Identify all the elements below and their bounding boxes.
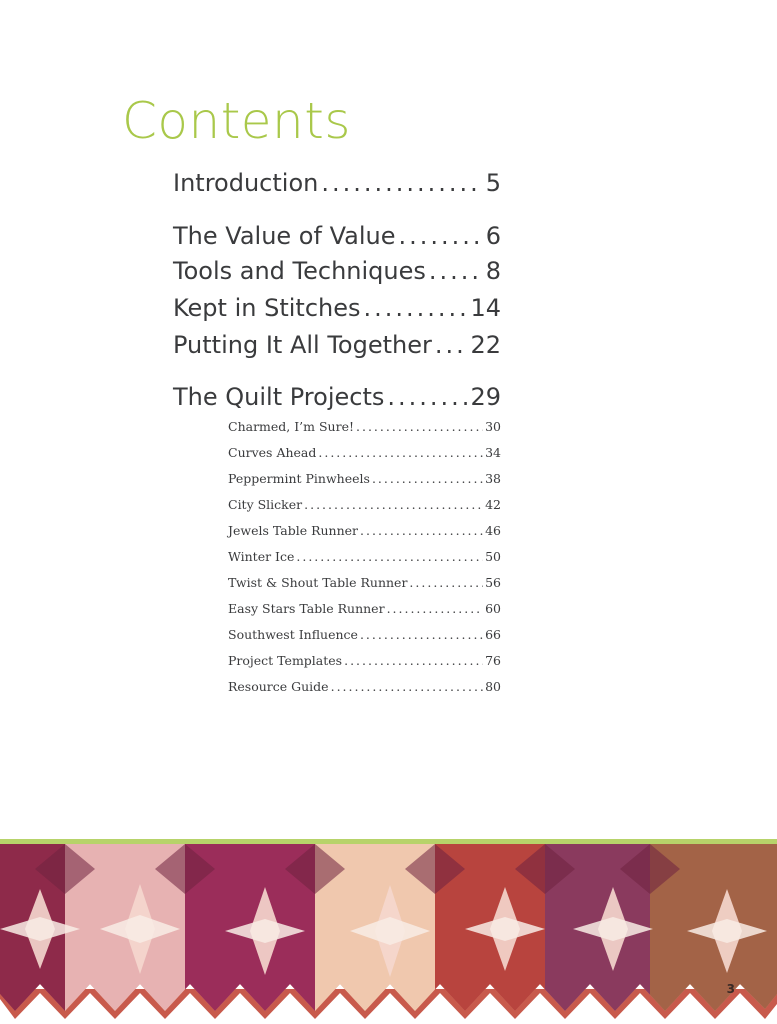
toc-leader-dots [318,447,483,460]
toc-subentry[interactable] [228,603,501,616]
toc-subentry-title: Southwest Influence [228,627,358,642]
toc-leader-dots [344,655,483,668]
toc-leader-dots [372,473,483,486]
toc-entry-kept-in-stitches[interactable] [173,296,501,320]
toc-subentry-title: Peppermint Pinwheels [228,471,370,486]
toc-subentry-title: Resource Guide [228,679,329,694]
toc-subentry-page: 60 [485,601,501,616]
toc-entry-page: 29 [470,383,501,411]
toc-subentry-title: Curves Ahead [228,445,317,460]
toc-subentry-title: Winter Ice [228,549,295,564]
toc-entry-title: Tools and Techniques [173,257,426,285]
toc-entry-value-of-value[interactable] [173,224,501,248]
toc-subentry-title: City Slicker [228,497,303,512]
toc-subentry-page: 46 [485,523,501,538]
toc-subentry-title: Project Templates [228,653,343,668]
toc-leader-dots [429,259,483,283]
toc-leader-dots [360,629,483,642]
toc-subentry-page: 30 [485,419,501,434]
toc-leader-dots [387,603,484,616]
toc-entry-quilt-projects[interactable] [173,385,501,409]
page-title: Contents [122,92,351,150]
toc-entry-tools-techniques[interactable] [173,259,501,283]
toc-leader-dots [364,296,468,320]
green-top-border [0,839,777,844]
toc-leader-dots [409,577,483,590]
toc-leader-dots [356,421,483,434]
toc-leader-dots [360,525,483,538]
toc-leader-dots [387,385,467,409]
toc-subentry[interactable] [228,499,501,512]
toc-subentry-title: Easy Stars Table Runner [228,601,385,616]
quilt-pattern [0,844,777,1014]
toc-entry-title: Introduction [173,169,319,197]
toc-subentry-page: 80 [485,679,501,694]
toc-entry-title: Putting It All Together [173,331,432,359]
toc-subentry[interactable] [228,525,501,538]
toc-entry-title: The Quilt Projects [173,383,385,411]
toc-entry-page: 6 [485,222,501,250]
toc-subentry[interactable] [228,551,501,564]
toc-entry-title: Kept in Stitches [173,294,361,322]
toc-entry-page: 14 [470,294,501,322]
toc-entry-page: 8 [485,257,501,285]
toc-subentry-page: 76 [485,653,501,668]
page-number: 3 [726,982,735,996]
toc-subentry-page: 34 [485,445,501,460]
toc-entry-title: The Value of Value [173,222,396,250]
toc-leader-dots [296,551,483,564]
toc-subentry[interactable] [228,473,501,486]
toc-subentry-page: 56 [485,575,501,590]
toc-leader-dots [331,681,484,694]
toc-subentry-page: 38 [485,471,501,486]
toc-subentry[interactable] [228,655,501,668]
toc-leader-dots [398,224,482,248]
toc-leader-dots [435,333,468,357]
toc-subentry-title: Jewels Table Runner [228,523,359,538]
toc-subentry-page: 42 [485,497,501,512]
toc-leader-dots [321,171,482,195]
toc-subentry-page: 50 [485,549,501,564]
quilt-image [0,839,777,1024]
toc-entry-page: 5 [485,169,501,197]
toc-entry-page: 22 [470,331,501,359]
toc-subentry[interactable] [228,681,501,694]
toc-subentry-page: 66 [485,627,501,642]
toc-entry-putting-together[interactable] [173,333,501,357]
toc-subentry[interactable] [228,447,501,460]
toc-subentry[interactable] [228,577,501,590]
toc-subentry[interactable] [228,421,501,434]
toc-entry-introduction[interactable] [173,171,501,195]
toc-subentry-title: Charmed, I’m Sure! [228,419,354,434]
toc-subentry[interactable] [228,629,501,642]
toc-leader-dots [304,499,483,512]
toc-subentry-title: Twist & Shout Table Runner [228,575,408,590]
